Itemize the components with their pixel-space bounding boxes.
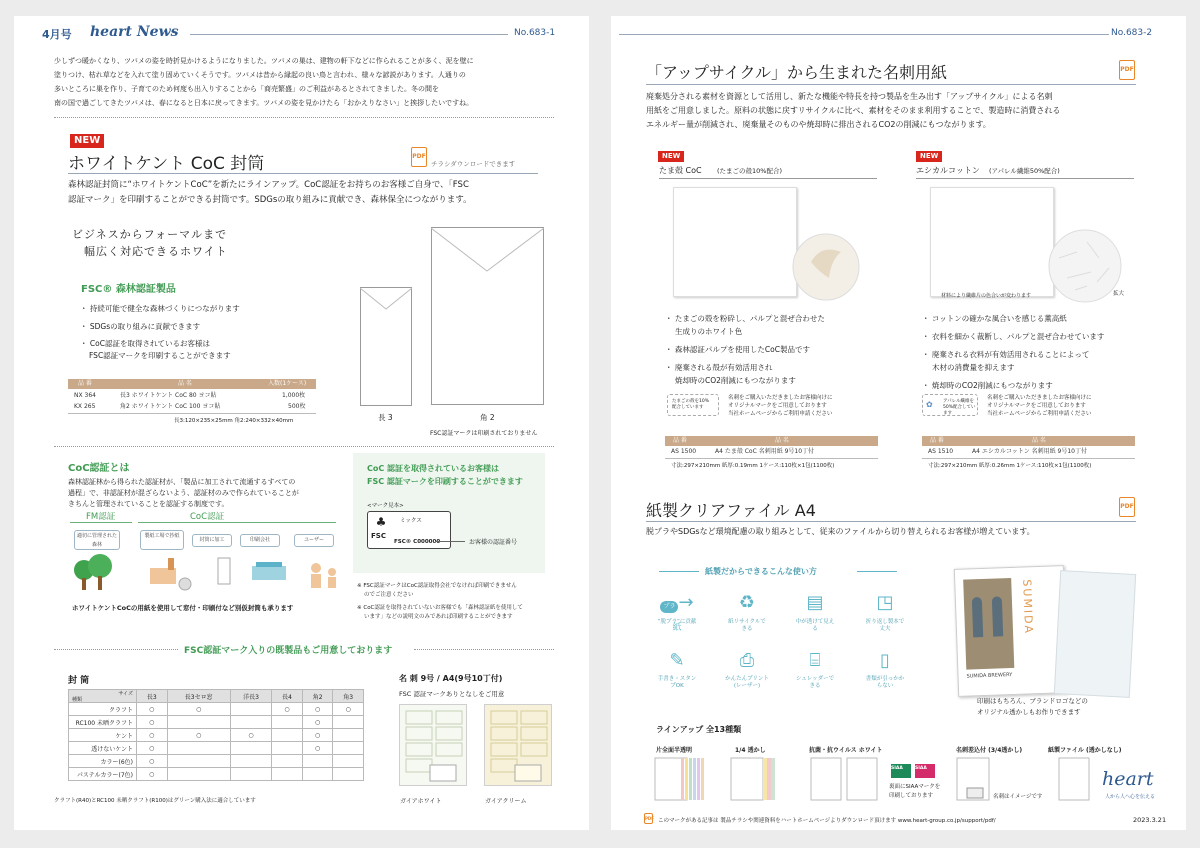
- corner-size: サイズ: [118, 691, 133, 697]
- availability-cell: ○: [137, 755, 168, 768]
- feature: ・ 衣料を細かく裁断し、パルプと混ぜ合わせています: [922, 332, 1105, 341]
- pdf-icon[interactable]: PDF: [1119, 60, 1135, 80]
- card-white-label: ガイアホワイト: [400, 798, 442, 805]
- tamakara-mark-text: たまごの殻を10%配合しています: [672, 399, 710, 410]
- availability-cell: [302, 768, 333, 781]
- card-cream-label: ガイアクリーム: [485, 798, 527, 805]
- desc-line: エネルギー量が削減され、廃棄量そのものや焼却時に排出されるCO2の削減にもつながります。: [646, 120, 991, 129]
- availability-cell: [167, 742, 230, 755]
- divider: [54, 446, 554, 447]
- col-name: 品 名: [178, 380, 192, 387]
- clear-file-photo-back: [1054, 570, 1136, 698]
- header-rule: [190, 34, 508, 35]
- envelope-large-label: 角 2: [480, 413, 495, 422]
- use-label: 中が透けて見える: [795, 619, 835, 632]
- availability-cell: ○: [333, 703, 364, 716]
- fsc-mark-box: [353, 453, 545, 573]
- existing-products-banner: FSC認証マーク入りの既製品もご用意しております: [184, 646, 393, 656]
- feature: 生成りのホワイト色: [675, 327, 743, 336]
- pdf-icon[interactable]: PDF: [1119, 497, 1135, 517]
- flow-envelope-processing: 封筒に加工: [192, 534, 232, 547]
- antibacterial-files: [811, 758, 877, 800]
- issue-number: No.683-2: [1111, 28, 1153, 38]
- col-name: 品 名: [1032, 437, 1046, 444]
- fsc-mark-sample: [367, 511, 451, 549]
- row-type: 透けないケント: [69, 742, 137, 755]
- size-col: 角3: [333, 690, 364, 703]
- col-code: 品 番: [78, 380, 92, 387]
- fsc-code: FSC® C000000: [394, 539, 441, 545]
- siaa-note-1: 裏面にSIAAマークを: [889, 784, 941, 790]
- table-rule: [922, 458, 1135, 459]
- availability-cell: [230, 755, 271, 768]
- mark-note: 当社ホームページからご利用申請ください: [987, 411, 1092, 417]
- header-rule: [619, 34, 1109, 35]
- note-line: ※ FSC認証マークはCoC認証取得会社でなければ印刷できません: [357, 583, 517, 589]
- col-code: 品 番: [673, 437, 687, 444]
- lineup-item-label: 紙製ファイル (透かしなし): [1048, 747, 1122, 754]
- size-col: 長4: [272, 690, 303, 703]
- availability-cell: ○: [272, 703, 303, 716]
- heart-logo: heart: [1102, 768, 1154, 790]
- coc-line: 森林認証林から得られた認証材が、「製品に加工されて流通するすべての: [68, 478, 296, 486]
- stamp-icon: ✎: [669, 650, 685, 671]
- tagline-1: ビジネスからフォーマルまで: [72, 228, 228, 241]
- product-title: ホワイトケント CoC 封筒: [68, 154, 265, 174]
- fold-icon: ◳: [876, 592, 894, 613]
- siaa-note-2: 印刷しております: [889, 793, 934, 799]
- lineup-item-label: 名刺差込付 (3/4透かし): [956, 747, 1023, 754]
- banner-rule-left: [54, 649, 178, 650]
- fsc-bullet: ・ 持続可能で健全な森林づくりにつながります: [80, 304, 240, 313]
- coc-bracket: [138, 522, 336, 523]
- fsc-tree-icon: ♣: [375, 515, 387, 529]
- coc-bottom-note: ホワイトケントCoCの用紙を使用して窓付・印刷付など別仮封筒も承ります: [72, 604, 294, 612]
- product-row: [74, 391, 306, 401]
- lineup-item-label: 抗菌・抗ウイルス ホワイト: [809, 747, 883, 754]
- fsc-bullet-cont: FSC認証マークを印刷することができます: [89, 351, 231, 360]
- flow-printing: 印刷会社: [240, 534, 280, 547]
- flow-user: ユーザー: [294, 534, 334, 547]
- photo-caption-2: オリジナル透かしもお作りできます: [977, 708, 1081, 716]
- availability-cell: [333, 742, 364, 755]
- table-row: [69, 768, 364, 781]
- uses-rule-right: [857, 571, 897, 572]
- fsc-title: FSC® 森林認証製品: [81, 284, 176, 295]
- mark-sample-label: <マーク見本>: [367, 503, 404, 509]
- prod-name: 長3 ホワイトケント CoC 80 ヨコ貼: [120, 392, 217, 399]
- card-subtitle: FSC 認証マークありとなしをご用意: [399, 690, 505, 698]
- divider: [54, 117, 554, 118]
- feature: ・ 焼却時のCO2削減にもつながります: [922, 381, 1053, 390]
- mark-note: オリジナルマークをご用意しております: [728, 403, 827, 409]
- envelope-icon: [218, 558, 230, 584]
- tamakara-sample: [673, 187, 797, 297]
- row-type: ケント: [69, 729, 137, 742]
- zoom-label: 拡大: [1113, 291, 1125, 297]
- desc-line: 森林認証封筒に“ホワイトケントCoC”を新たにラインアップ。CoC認証をお持ちのお客様ご自身で、「FSC: [68, 180, 469, 190]
- cotton-icon: ✿: [926, 400, 933, 409]
- availability-cell: [272, 768, 303, 781]
- availability-cell: [230, 742, 271, 755]
- card-sheet-white: [399, 704, 467, 786]
- row-type: クラフト: [69, 703, 137, 716]
- intro-line: 多いところに巣を作り、子育てのため何度も出入りすることから「商売繁盛」のご利益があるとされてきました。冬の間を: [54, 85, 439, 93]
- sumida-logo: SUMIDA: [1020, 579, 1036, 636]
- issue-number: No.683-1: [514, 28, 556, 38]
- availability-cell: ○: [302, 716, 333, 729]
- tagline-2: 幅広く対応できるホワイト: [84, 245, 228, 258]
- greenbox-notes: [357, 582, 523, 622]
- tamakara-mark-note: [728, 394, 833, 418]
- ethical-cotton-mark-text: アパレル繊維を50%配合しています: [943, 399, 976, 416]
- people-icon: [311, 563, 336, 588]
- namecard-files: [957, 758, 989, 800]
- tamakara-spec: 寸法:297×210mm 紙厚:0.19mm 1ケース:110枚×1包(1100枚): [671, 463, 835, 469]
- uses-rule-left: [659, 571, 699, 572]
- availability-cell: ○: [167, 729, 230, 742]
- note-line: のでご注意ください: [364, 592, 414, 598]
- availability-cell: [167, 768, 230, 781]
- lineup-item-label: 1/4 透かし: [735, 747, 766, 754]
- document-icon: ▯: [880, 650, 890, 671]
- intro-line: 南の国で過ごしてきたツバメは、春になると日本に戻ってきます。ツバメの姿を見かけたら「おかえりなさい」と挨拶したいですね。: [54, 99, 474, 107]
- pdf-icon-small: PDF: [644, 813, 653, 824]
- availability-cell: ○: [137, 768, 168, 781]
- size-col: 長3セロ窓: [167, 690, 230, 703]
- page-1: [14, 16, 589, 830]
- fsc-bullet: ・ SDGsの取り組みに貢献できます: [80, 322, 201, 331]
- coc-line: きちんと管理されていることを認証する制度です。: [68, 500, 229, 508]
- card-title: 名 刺 9号 / A4(9号10丁付): [399, 674, 503, 683]
- desc-line: 認証マーク」を印刷することができる封筒です。SDGsの取り組みに貢献でき、森林保全につながります。: [68, 195, 472, 205]
- size-note: 長3:120×235×25mm 角2:240×332×40mm: [174, 418, 294, 424]
- new-badge: NEW: [658, 151, 684, 162]
- lineup-title: ラインアップ 全13種類: [656, 725, 742, 734]
- window: [992, 596, 1003, 636]
- upcycle-title: 「アップサイクル」から生まれた名刺用紙: [646, 63, 947, 82]
- table-rule: [68, 413, 316, 414]
- page-2: [611, 16, 1186, 830]
- siaa-label: SIAA: [891, 766, 903, 771]
- ethical-cotton-features: [922, 312, 1104, 392]
- table-row: [69, 755, 364, 768]
- feature: ・ 廃棄される衣料が有効活用されることによって: [922, 350, 1090, 359]
- pdf-icon[interactable]: PDF: [411, 147, 427, 167]
- tamakara-subtitle: (たまごの殻10%配合): [717, 167, 783, 175]
- col-name: 品 名: [775, 437, 789, 444]
- table-row: [69, 703, 364, 716]
- tamakara-mark: [667, 394, 719, 416]
- col-qty: 入数(1ケース): [268, 380, 307, 387]
- availability-cell: ○: [167, 703, 230, 716]
- prod-name: 角2 ホワイトケント CoC 100 ヨコ貼: [120, 403, 221, 410]
- mark-note: 名刺をご購入いただきましたお客様向けに: [728, 395, 833, 401]
- recycle-icon: ♻: [738, 592, 756, 613]
- fsc-mark-text: FSC: [371, 532, 386, 540]
- availability-cell: [272, 729, 303, 742]
- size-col: 長3: [137, 690, 168, 703]
- table-corner: [69, 690, 137, 703]
- envelope-small-label: 長 3: [378, 413, 393, 422]
- prod-code: AS 1500: [671, 448, 697, 455]
- availability-cell: [230, 768, 271, 781]
- paper-files: [1059, 758, 1089, 800]
- customer-number-label: お客様の認証番号: [469, 539, 518, 546]
- availability-cell: ○: [137, 729, 168, 742]
- availability-cell: ○: [230, 729, 271, 742]
- fsc-mix-label: ミックス: [400, 518, 422, 524]
- desc-line: 廃棄処分される素材を資源として活用し、新たな機能や特長を持つ製品を生み出す「アップサイクル」による名刺: [646, 92, 1053, 101]
- availability-cell: ○: [302, 703, 333, 716]
- card-grid: [400, 705, 468, 787]
- availability-cell: ○: [302, 729, 333, 742]
- tamakara-features: [665, 312, 825, 387]
- flow-paper-mill: 製紙工場で抄紙: [140, 530, 184, 550]
- use-label: かんたんプリント(レーザー): [725, 676, 769, 689]
- feature: ・ 廃棄される殻が有効活用され: [665, 363, 773, 372]
- ethical-cotton-sample: [930, 187, 1054, 297]
- prod-code: KX 265: [74, 403, 96, 410]
- mark-note: オリジナルマークをご用意しております: [987, 403, 1086, 409]
- card-sheet-cream: [484, 704, 552, 786]
- fsc-bullet: ・ CoC認証を取得されているお客様は: [80, 339, 210, 348]
- tamakara-row: [671, 447, 815, 457]
- namecard-note: 名刺はイメージです: [993, 794, 1043, 800]
- heart-logo-sub: 人から人へ心を伝える: [1105, 794, 1156, 800]
- note-line: います」などの説明文のみであれば印刷することができます: [364, 614, 513, 620]
- see-through-icon: ▤: [806, 592, 824, 613]
- prod-name: A4 エシカルコットン 名刺用紙 9号10丁付: [972, 448, 1087, 455]
- upcycle-description: [646, 90, 1060, 132]
- download-note: チラシダウンロードできます: [431, 160, 516, 168]
- new-badge: NEW: [70, 134, 104, 148]
- quarter-transparent-files: [731, 758, 775, 800]
- half-transparent-files: [655, 758, 704, 800]
- lineup-item-label: 片全面半透明: [656, 747, 693, 754]
- factory-icon: [150, 558, 191, 590]
- availability-cell: [272, 755, 303, 768]
- fm-bracket: [70, 522, 132, 523]
- product-rule: [916, 178, 1134, 179]
- availability-cell: ○: [302, 742, 333, 755]
- flow-forest: 適切に管理された森林: [74, 530, 120, 550]
- envelope-note: FSC認証マークは印刷されておりません: [430, 430, 538, 437]
- row-type: RC100 未晒クラフト: [69, 716, 137, 729]
- table-rule: [665, 458, 878, 459]
- prod-qty: 500枚: [288, 403, 306, 410]
- coc-description: [68, 477, 299, 510]
- mark-note: 名刺をご購入いただきましたお客様向けに: [987, 395, 1092, 401]
- availability-cell: [333, 716, 364, 729]
- ethical-cotton-mark-note: [987, 394, 1092, 418]
- footer-note: このマークがある記事は 製品チラシや関連資料をハートホームページよりダウンロード頂けます www.heart-group.co.jp/support/pdf/: [658, 818, 996, 824]
- use-label: シュレッダーできる: [795, 676, 835, 689]
- table-row: [69, 742, 364, 755]
- envelope-large: [431, 227, 544, 405]
- size-col: 洋長3: [230, 690, 271, 703]
- coc-line: 過程」で、非認証材が混ざらないよう、認証材のみで作られていることが: [68, 489, 299, 497]
- availability-cell: ○: [137, 703, 168, 716]
- availability-cell: [230, 703, 271, 716]
- siaa-label: SIAA: [915, 766, 927, 771]
- table-body: [69, 703, 364, 781]
- table-row: [69, 716, 364, 729]
- prod-qty: 1,000枚: [282, 392, 306, 399]
- cotton-closeup: [1047, 228, 1123, 304]
- table-row: [69, 729, 364, 742]
- ethical-cotton-mark: [922, 394, 978, 416]
- ethical-cotton-row: [928, 447, 1087, 457]
- feature: 木材の消費量を抑えます: [932, 363, 1015, 372]
- row-type: カラー(6色): [69, 755, 137, 768]
- prod-code: AS 1510: [928, 448, 954, 455]
- printer-icon: ⎙: [739, 650, 755, 671]
- use-label: 手書き・スタンプOK: [657, 676, 697, 689]
- desc-line: 用紙をご用意しました。原料の状態に戻すリサイクルに比べ、素材をそのまま利用することで、製造時に消費される: [646, 106, 1061, 115]
- shredder-icon: ⌸: [809, 650, 821, 671]
- brewery-label: SUMIDA BREWERY: [966, 671, 1013, 680]
- availability-cell: ○: [137, 716, 168, 729]
- ethical-cotton-subtitle: (アパレル繊維50%配合): [989, 167, 1060, 175]
- photo-caption-1: 印刷はもちろん、ブランドロゴなどの: [977, 697, 1088, 705]
- clear-file-description: 脱プラやSDGsなど環境配慮の取り組みとして、従来のファイルから切り替えられるお客様が増えています。: [646, 527, 1035, 536]
- banner-rule-right: [414, 649, 554, 650]
- paper-icon: プラ →紙: [659, 592, 695, 639]
- prod-name: A4 たま殻 CoC 名刺用紙 9号10丁付: [715, 448, 815, 455]
- press-icon: [252, 562, 286, 580]
- leader-line: [435, 541, 465, 542]
- coc-label: CoC認証: [190, 512, 225, 522]
- availability-cell: [333, 729, 364, 742]
- use-label: 書類が引っかからない: [865, 676, 905, 689]
- prod-code: NX 364: [74, 392, 96, 399]
- tree-icon: [74, 554, 112, 590]
- uses-title: 紙製だからできるこんな使い方: [705, 567, 817, 576]
- ethical-cotton-name: エシカルコットン: [916, 166, 980, 175]
- product-description: [68, 178, 472, 208]
- month-label: 4月号: [42, 28, 72, 41]
- clear-file-title: 紙製クリアファイル A4: [646, 501, 816, 520]
- fm-label: FM認証: [86, 512, 116, 522]
- feature: ・ 森林認証パルプを使用したCoC製品です: [665, 345, 810, 354]
- product-rule: [659, 178, 877, 179]
- title-rule: [646, 84, 1136, 85]
- intro-line: 少しずつ暖かくなり、ツバメの姿を時折見かけるようになりました。ツバメの巣は、建物の軒下などに作られることが多く、泥を壁に: [54, 57, 474, 65]
- size-col: 角2: [302, 690, 333, 703]
- ethical-cotton-note: 材料により繊維片の色合いが変わります: [941, 293, 1032, 299]
- product-table-header: [68, 379, 316, 389]
- greenbox-title-1: CoC 認証を取得されているお客様は: [367, 464, 500, 473]
- envelope-availability-table: [68, 689, 364, 781]
- use-label: 紙リサイクルできる: [728, 619, 766, 632]
- title-rule: [646, 521, 1136, 522]
- ethical-cotton-table-header: [922, 436, 1135, 446]
- availability-cell: [167, 716, 230, 729]
- tamakara-name: たま殻 CoC: [659, 166, 702, 175]
- feature: 焼却時のCO2削減にもつながります: [675, 376, 796, 385]
- clear-file-photo-front: [954, 565, 1068, 697]
- ethical-cotton-spec: 寸法:297×210mm 紙厚:0.26mm 1ケース:110枚×1包(1100枚): [928, 463, 1092, 469]
- new-badge: NEW: [916, 151, 942, 162]
- feature: ・ たまごの殻を粉砕し、パルプと混ぜ合わせた: [665, 314, 825, 323]
- flow-illustrations: [70, 554, 350, 594]
- issue-date: 2023.3.21: [1133, 816, 1167, 824]
- availability-cell: [272, 716, 303, 729]
- tamakara-table-header: [665, 436, 878, 446]
- envelopes-title: 封 筒: [68, 676, 90, 686]
- col-code: 品 番: [930, 437, 944, 444]
- title-rule: [68, 173, 538, 174]
- use-label: 折り返し製本で丈夫: [865, 619, 905, 632]
- feature: ・ コットンの確かな風合いを感じる薫高紙: [922, 314, 1067, 323]
- availability-cell: [302, 755, 333, 768]
- card-grid: [485, 705, 553, 787]
- window: [972, 597, 983, 637]
- availability-cell: ○: [137, 742, 168, 755]
- coc-title: CoC認証とは: [68, 463, 130, 474]
- envelope-small: [360, 287, 412, 406]
- table-note: クラフト(R40)とRC100 未晒クラフト(R100)はグリーン購入法に適合しています: [54, 798, 256, 804]
- brand-title: heart News: [90, 24, 179, 40]
- availability-cell: [272, 742, 303, 755]
- greenbox-title-2: FSC 認証マークを印刷することができます: [367, 477, 523, 486]
- building-image: [963, 578, 1014, 670]
- use-label: “脱プラ”に貢献: [657, 619, 697, 625]
- availability-cell: [333, 768, 364, 781]
- availability-cell: [167, 755, 230, 768]
- mark-note: 当社ホームページからご利用申請ください: [728, 411, 833, 417]
- eggshell-closeup: [791, 232, 861, 302]
- corner-type: 種類: [72, 697, 83, 703]
- note-line: ※ CoC認証を取得されていないお客様でも「森林認証紙を使用して: [357, 605, 523, 611]
- product-row: [74, 402, 306, 412]
- intro-line: 塗りつけ、枯れ草などを入れて塗り固めていくそうです。ツバメは昔から縁起の良い鳥と言われ、様々な諺説があります。人通りの: [54, 71, 466, 79]
- availability-cell: [333, 755, 364, 768]
- intro-paragraph: [54, 54, 574, 110]
- availability-cell: [230, 716, 271, 729]
- row-type: パステルカラー(7色): [69, 768, 137, 781]
